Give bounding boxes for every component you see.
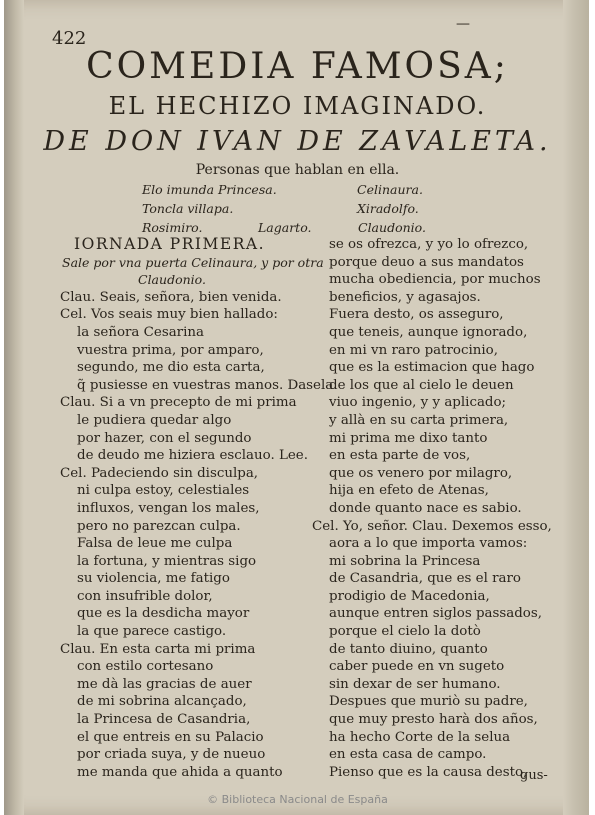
- verse-line: prodigio de Macedonia,: [329, 588, 490, 604]
- persona-item: Toncla villapa.: [142, 201, 234, 216]
- verse-line: en esta casa de campo.: [329, 747, 487, 763]
- verse-line: mi prima me dixo tanto: [329, 430, 488, 446]
- verse-line: con estilo cortesano: [77, 659, 214, 675]
- verse-line: aunque entren siglos passados,: [329, 606, 542, 622]
- verse-line: la señora Cesarina: [77, 324, 204, 340]
- verse-line: Falsa de leue me culpa: [77, 536, 233, 552]
- verse-line: ni culpa estoy, celestiales: [77, 483, 250, 499]
- verse-line: que teneis, aunque ignorado,: [329, 324, 528, 340]
- verse-line: viuo ingenio, y y aplicado;: [329, 395, 507, 411]
- verse-line: me manda que ahida a quanto: [77, 764, 283, 780]
- verse-line: que muy presto harà dos años,: [329, 712, 538, 728]
- verse-line: que os venero por milagro,: [329, 465, 513, 481]
- verse-line: caber puede en vn sugeto: [329, 659, 505, 675]
- library-watermark: © Biblioteca Nacional de España: [207, 793, 388, 806]
- verse-line: hija en efeto de Atenas,: [329, 483, 489, 499]
- persona-item: Elo imunda Princesa.: [142, 182, 277, 197]
- verse-line: Cel. Vos seais muy bien hallado:: [60, 307, 278, 323]
- verse-line: Pienso que es la causa desto,: [329, 764, 528, 780]
- page-number: 422: [52, 28, 87, 49]
- verse-line: aora a lo que importa vamos:: [329, 536, 528, 552]
- verse-line: Clau. Seais, señora, bien venida.: [60, 289, 282, 305]
- verse-line: vuestra prima, por amparo,: [77, 342, 264, 358]
- verse-line: en esta parte de vos,: [329, 448, 471, 464]
- catchword: gus-: [520, 768, 548, 783]
- verse-line: le pudiera quedar algo: [77, 412, 232, 428]
- verse-line: beneficios, y agasajos.: [329, 289, 481, 305]
- verse-line: mi sobrina la Princesa: [329, 553, 481, 569]
- verse-line: ha hecho Corte de la selua: [329, 729, 511, 745]
- verse-line: me dà las gracias de auer: [77, 676, 252, 692]
- persona-item: Lagarto.: [258, 220, 312, 235]
- left-text-column: [60, 235, 334, 781]
- verse-line: por criada suya, y de nueuo: [77, 747, 266, 763]
- persona-item: Rosimiro.: [142, 220, 203, 235]
- verse-line: Fuera desto, os asseguro,: [329, 307, 504, 323]
- verse-line: Clau. En esta carta mi prima: [60, 641, 256, 657]
- verse-line: Clau. Si a vn precepto de mi prima: [60, 395, 297, 411]
- verse-line: Cel. Padeciendo sin disculpa,: [60, 465, 259, 481]
- verse-line: Cel. Yo, señor. Clau. Dexemos esso,: [312, 518, 552, 534]
- verse-line: influxos, vengan los males,: [77, 500, 260, 516]
- verse-line: segundo, me dio esta carta,: [77, 360, 265, 376]
- play-title: EL HECHIZO IMAGINADO.: [108, 92, 487, 120]
- verse-line: donde quanto nace es sabio.: [329, 500, 522, 516]
- right-text-column: [312, 236, 552, 781]
- verse-line: de mi sobrina alcançado,: [77, 694, 247, 710]
- verse-line: de Casandria, que es el raro: [329, 571, 521, 587]
- comedy-title: COMEDIA FAMOSA;: [86, 46, 509, 87]
- verse-line: por hazer, con el segundo: [77, 430, 252, 446]
- verse-line: de tanto diuino, quanto: [329, 641, 488, 657]
- persona-item: Claudonio.: [358, 220, 426, 235]
- act-heading: IORNADA PRIMERA.: [74, 235, 266, 253]
- verse-line: porque el cielo la dotò: [329, 624, 481, 640]
- stage-direction: Sale por vna puerta Celinaura, y por otra: [62, 254, 324, 270]
- verse-line: de deudo me hiziera esclauo. Lee.: [77, 448, 308, 464]
- persona-item: Celinaura.: [357, 182, 423, 197]
- stage-direction: Claudonio.: [138, 272, 206, 288]
- verse-line: mucha obediencia, por muchos: [329, 272, 541, 288]
- author-line: DE DON IVAN DE ZAVALETA.: [43, 126, 552, 157]
- verse-line: la que parece castigo.: [77, 624, 227, 640]
- persona-item: Xiradolfo.: [357, 201, 419, 216]
- verse-line: con insufrible dolor,: [77, 588, 213, 604]
- verse-line: su violencia, me fatigo: [77, 571, 230, 587]
- verse-line: que es la estimacion que hago: [329, 360, 535, 376]
- verse-line: en mi vn raro patrocinio,: [329, 342, 498, 358]
- verse-line: de los que al cielo le deuen: [329, 377, 514, 393]
- page-gutter: [4, 0, 24, 815]
- verse-line: el que entreis en su Palacio: [77, 729, 264, 745]
- verse-line: la Princesa de Casandria,: [77, 712, 251, 728]
- verse-line: pero no parezcan culpa.: [77, 518, 241, 534]
- verse-line: Despues que muriò su padre,: [329, 694, 528, 710]
- verse-line: que es la desdicha mayor: [77, 606, 250, 622]
- verse-line: porque deuo a sus mandatos: [329, 254, 524, 270]
- head-mark: —: [456, 16, 470, 32]
- personas-heading: Personas que hablan en ella.: [195, 162, 400, 178]
- verse-line: la fortuna, y mientras sigo: [77, 553, 257, 569]
- page-edge: [563, 0, 589, 815]
- verse-line: se os ofrezca, y yo lo ofrezco,: [329, 237, 529, 252]
- verse-line: y allà en su carta primera,: [329, 412, 509, 428]
- verse-line: q̃ pusiesse en vuestras manos. Dasela: [77, 377, 334, 393]
- verse-line: sin dexar de ser humano.: [329, 676, 501, 692]
